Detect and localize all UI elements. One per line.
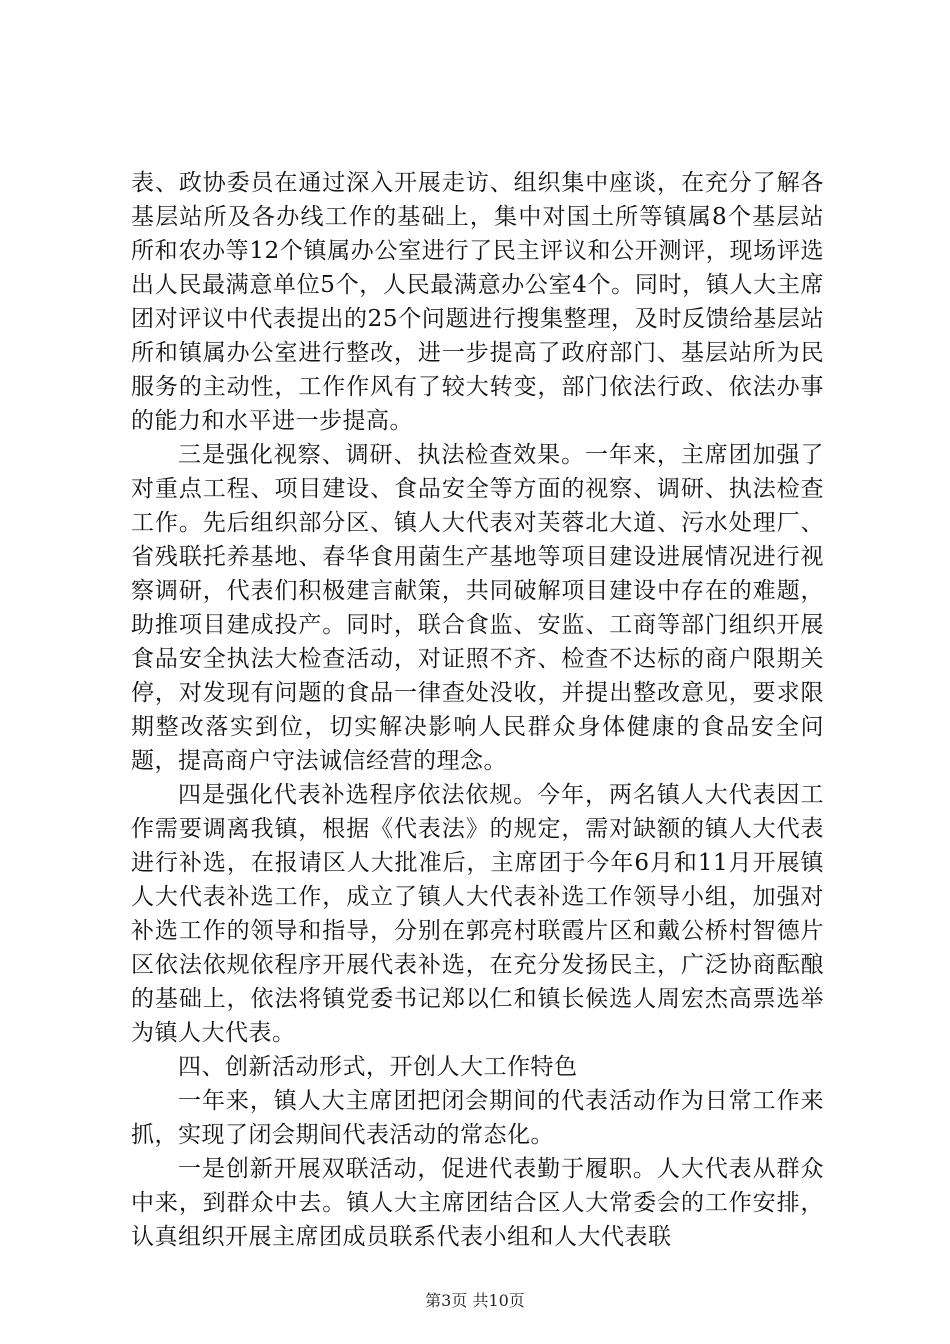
paragraph-1: 表、政协委员在通过深入开展走访、组织集中座谈，在充分了解各基层站所及各办线工作的基础上，集中对国土所等镇属8个基层站所和农办等12个镇属办公室进行了民主评议和公开测评，现场评选出人民最满意单位5个，人民最满意办公室4个。同时，镇人大主席团对评议中代表提出的25个问题进行搜集整理，及时反馈给基层站所和镇属办公室进行整改，进一步提高了政府部门、基层站所为民服务的主动性，工作作风有了较大转变，部门依法行政、依法办事的能力和水平进一步提高。: [131, 170, 824, 434]
paragraph-3: 四是强化代表补选程序依法依规。今年，两名镇人大代表因工作需要调离我镇，根据《代表法》的规定，需对缺额的镇人大代表进行补选，在报请区人大批准后，主席团于今年6月和11月开展镇人大代表补选工作，成立了镇人大代表补选工作领导小组，加强对补选工作的领导和指导，分别在郭亮村联霞片区和戴公桥村智德片区依法依规依程序开展代表补选，在充分发扬民主，广泛协商酝酿的基础上，依法将镇党委书记郑以仁和镇长候选人周宏杰高票选举为镇人大代表。: [131, 782, 824, 1046]
paragraph-2: 三是强化视察、调研、执法检查效果。一年来，主席团加强了对重点工程、项目建设、食品安全等方面的视察、调研、执法检查工作。先后组织部分区、镇人大代表对芙蓉北大道、污水处理厂、省残联托养基地、春华食用菌生产基地等项目建设进展情况进行视察调研，代表们积极建言献策，共同破解项目建设中存在的难题，助推项目建成投产。同时，联合食监、安监、工商等部门组织开展食品安全执法大检查活动，对证照不齐、检查不达标的商户限期关停，对发现有问题的食品一律查处没收，并提出整改意见，要求限期整改落实到位，切实解决影响人民群众身体健康的食品安全问题，提高商户守法诚信经营的理念。: [131, 442, 824, 774]
paragraph-5: 一是创新开展双联活动，促进代表勤于履职。人大代表从群众中来，到群众中去。镇人大主席团结合区人大常委会的工作安排，认真组织开展主席团成员联系代表小组和人大代表联: [131, 1156, 824, 1250]
page-footer: 第3页 共10页: [425, 1291, 525, 1310]
document-body: [131, 166, 824, 1254]
paragraph-4: 一年来，镇人大主席团把闭会期间的代表活动作为日常工作来抓，实现了闭会期间代表活动的常态化。: [131, 1088, 824, 1148]
section-heading: 四、创新活动形式，开创人大工作特色: [178, 1054, 578, 1080]
